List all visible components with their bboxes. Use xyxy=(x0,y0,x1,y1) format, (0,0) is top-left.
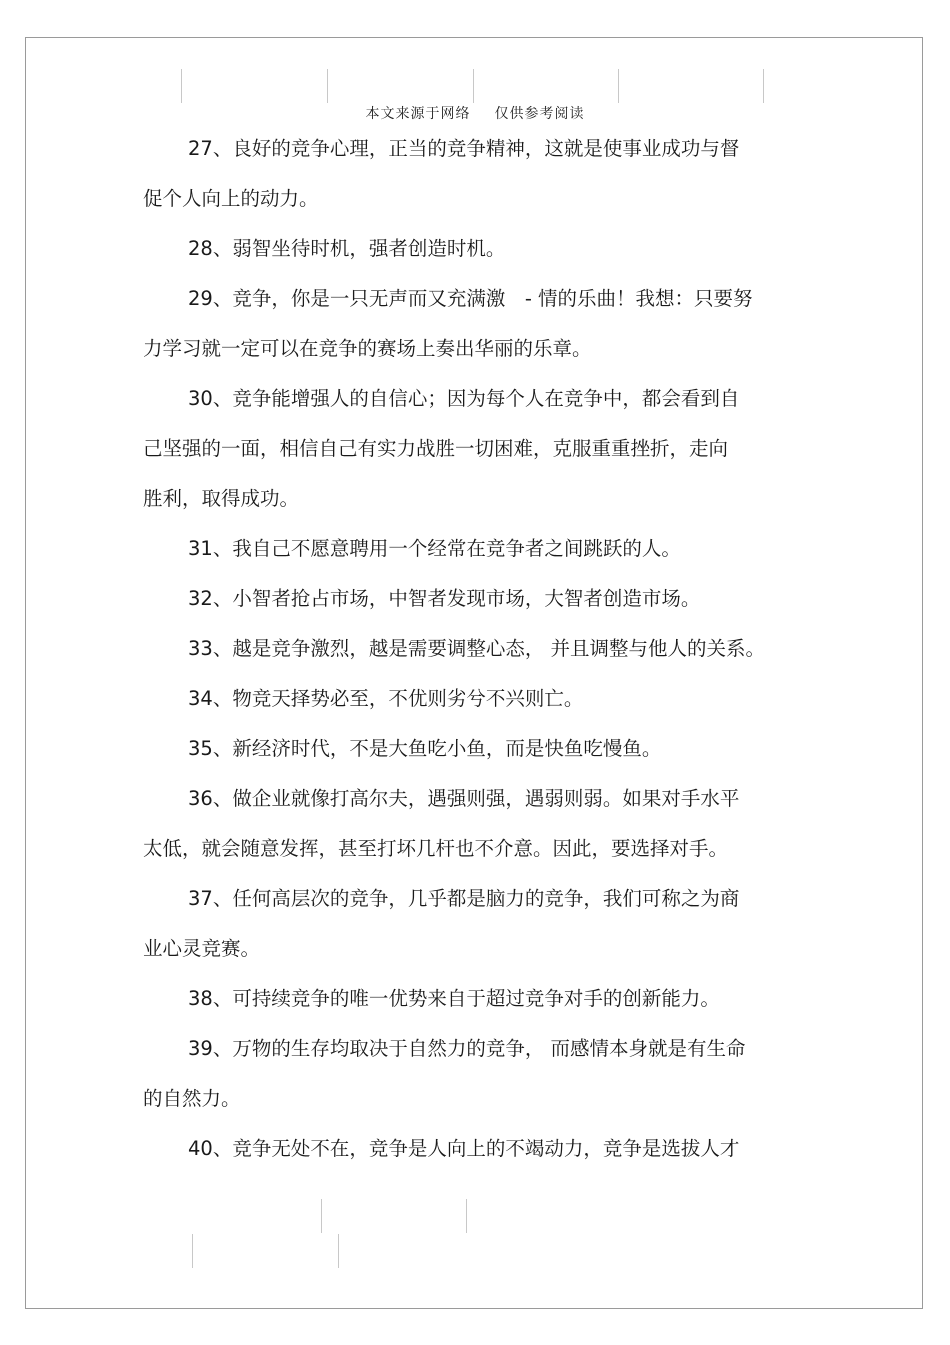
footer-divider xyxy=(466,1199,467,1233)
quote-paragraph xyxy=(143,274,803,374)
paragraph-line: 33、越是竞争激烈，越是需要调整心态， 并且调整与他人的关系。 xyxy=(188,637,766,660)
paragraph-line: 39、万物的生存均取决于自然力的竞争， 而感情本身就是有生命 xyxy=(188,1037,746,1060)
quote-paragraph xyxy=(143,374,803,524)
paragraph-line: 促个人向上的动力。 xyxy=(143,187,319,210)
paragraph-line: 40、竞争无处不在，竞争是人向上的不竭动力，竞争是选拔人才 xyxy=(188,1137,740,1160)
paragraph-line: 的自然力。 xyxy=(143,1087,241,1110)
quote-paragraph xyxy=(143,674,803,724)
quote-paragraph xyxy=(143,224,803,274)
header-source-text: 本文来源于网络 xyxy=(365,106,471,122)
paragraph-line: 己坚强的一面，相信自己有实力战胜一切困难，克服重重挫折，走向 xyxy=(143,437,729,460)
paragraph-line: 31、我自己不愿意聘用一个经常在竞争者之间跳跃的人。 xyxy=(188,537,681,560)
paragraph-line: 30、竞争能增强人的自信心；因为每个人在竞争中，都会看到自 xyxy=(188,387,740,410)
header-divider xyxy=(327,69,328,103)
document-body xyxy=(143,124,803,1174)
header-divider xyxy=(181,69,182,103)
paragraph-line: 业心灵竞赛。 xyxy=(143,937,261,960)
paragraph-line: 38、可持续竞争的唯一优势来自于超过竞争对手的创新能力。 xyxy=(188,987,720,1010)
footer-divider xyxy=(192,1234,193,1268)
paragraph-line: 27、良好的竞争心理，正当的竞争精神，这就是使事业成功与督 xyxy=(188,137,740,160)
quote-paragraph xyxy=(143,724,803,774)
header-divider xyxy=(763,69,764,103)
header-reference-text: 仅供参考阅读 xyxy=(494,106,585,122)
paragraph-line: 太低，就会随意发挥，甚至打坏几杆也不介意。因此，要选择对手。 xyxy=(143,837,729,860)
quote-paragraph xyxy=(143,774,803,874)
paragraph-line: 32、小智者抢占市场，中智者发现市场，大智者创造市场。 xyxy=(188,587,701,610)
quote-paragraph xyxy=(143,574,803,624)
quote-paragraph xyxy=(143,124,803,224)
paragraph-line: 36、做企业就像打高尔夫，遇强则强，遇弱则弱。如果对手水平 xyxy=(188,787,740,810)
paragraph-line: 28、弱智坐待时机，强者创造时机。 xyxy=(188,237,506,260)
quote-paragraph xyxy=(143,524,803,574)
quote-paragraph xyxy=(143,974,803,1024)
quote-paragraph xyxy=(143,624,803,674)
header-divider xyxy=(618,69,619,103)
quote-paragraph xyxy=(143,874,803,974)
paragraph-line: 35、新经济时代，不是大鱼吃小鱼，而是快鱼吃慢鱼。 xyxy=(188,737,662,760)
paragraph-line: 29、竞争，你是一只无声而又充满激 - 情的乐曲！我想：只要努 xyxy=(188,287,753,310)
paragraph-line: 力学习就一定可以在竞争的赛场上奏出华丽的乐章。 xyxy=(143,337,592,360)
quote-paragraph xyxy=(143,1024,803,1124)
header-divider xyxy=(473,69,474,103)
paragraph-line: 胜利，取得成功。 xyxy=(143,487,300,510)
footer-divider xyxy=(338,1234,339,1268)
quote-paragraph xyxy=(143,1124,803,1174)
page-header xyxy=(0,103,950,123)
paragraph-line: 37、任何高层次的竞争，几乎都是脑力的竞争，我们可称之为商 xyxy=(188,887,740,910)
footer-divider xyxy=(321,1199,322,1233)
paragraph-line: 34、物竞天择势必至，不优则劣兮不兴则亡。 xyxy=(188,687,584,710)
